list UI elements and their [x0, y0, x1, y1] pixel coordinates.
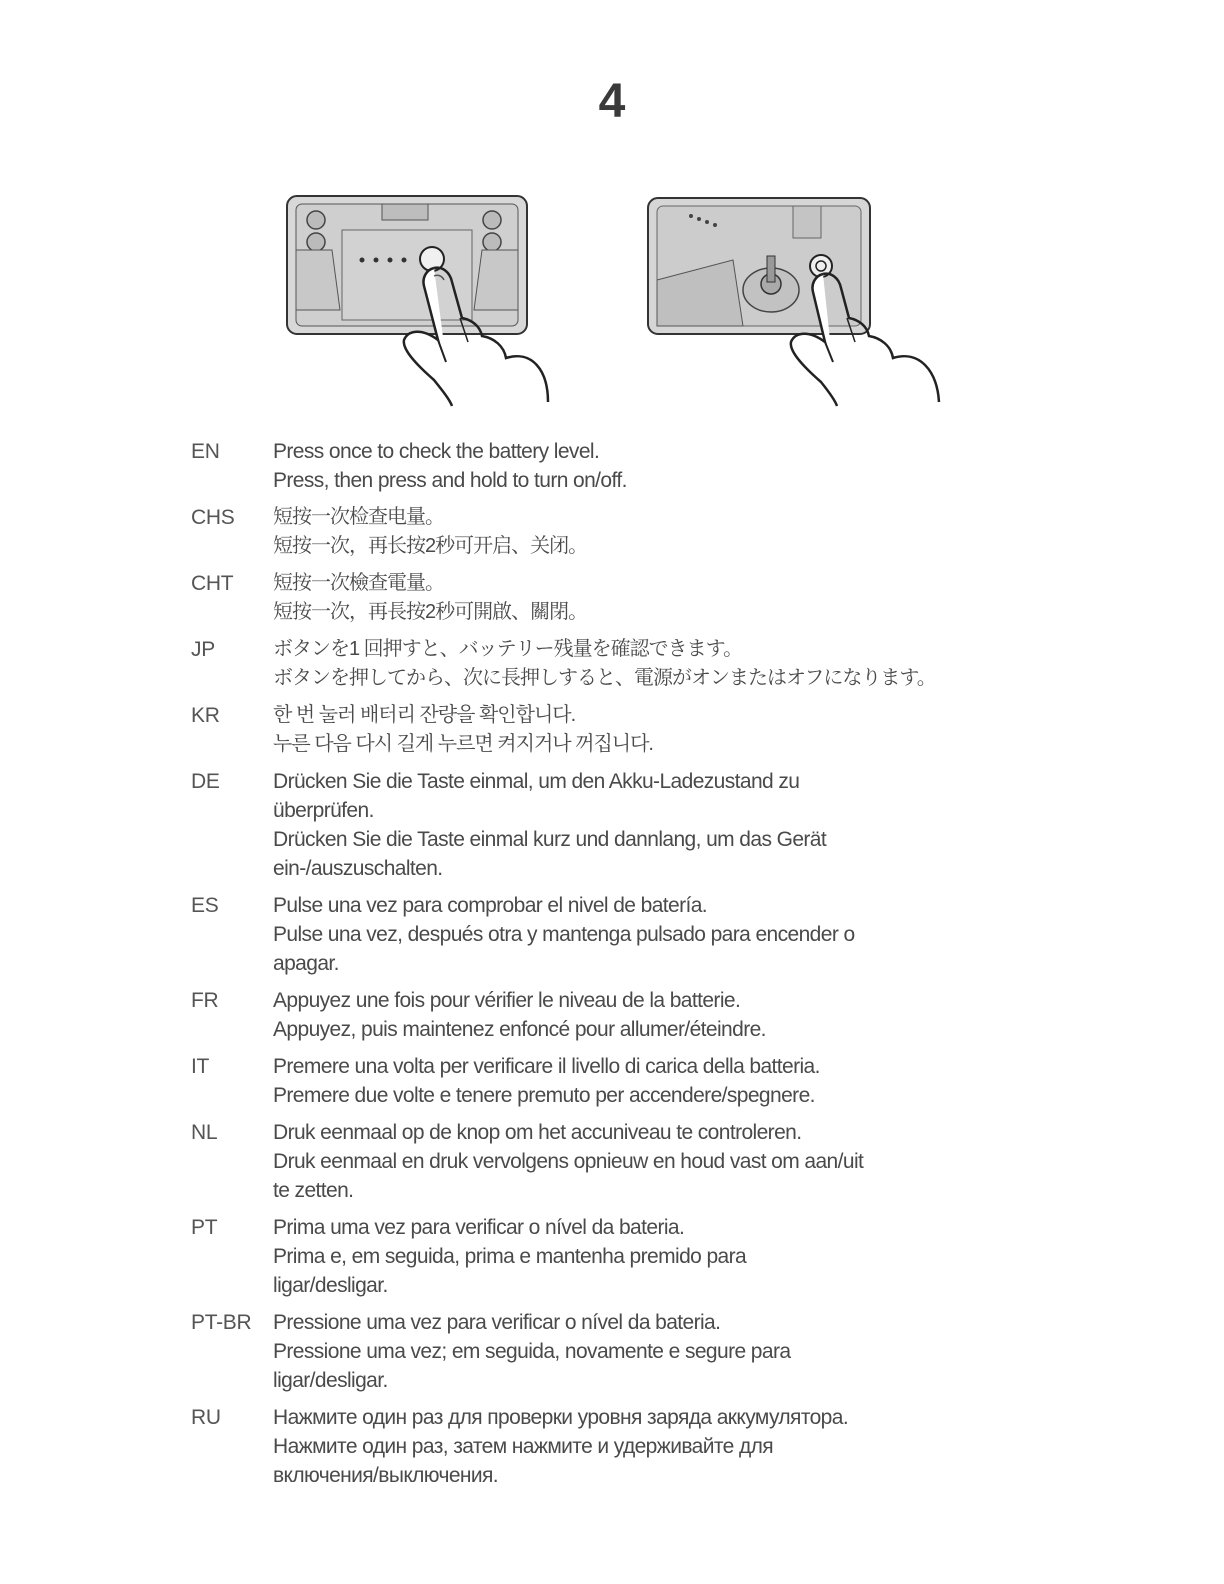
language-code: PT	[191, 1216, 218, 1239]
instruction-line: 한 번 눌러 배터리 잔량을 확인합니다.	[273, 704, 576, 726]
instruction-line: Druk eenmaal en druk vervolgens opnieuw en houd vast om aan/uit	[273, 1150, 864, 1173]
instruction-text	[273, 1213, 991, 1300]
instruction-line: Нажмите один раз для проверки уровня заряда аккумулятора.	[273, 1406, 849, 1429]
language-code: KR	[191, 704, 220, 727]
language-code: IT	[191, 1055, 210, 1078]
instruction-row-pt-br	[191, 1308, 991, 1395]
instruction-line: Druk eenmaal op de knop om het accuniveau te controleren.	[273, 1121, 802, 1144]
instruction-row-chs	[191, 503, 991, 561]
language-code: JP	[191, 638, 215, 661]
instruction-line: Pressione uma vez para verificar o nível da bateria.	[273, 1311, 721, 1334]
remote-controller-illustration	[282, 190, 572, 415]
language-code: RU	[191, 1406, 221, 1429]
instruction-line: ボタンを押してから、次に長押しすると、電源がオンまたはオフになります。	[273, 667, 936, 689]
language-code: PT-BR	[191, 1311, 252, 1334]
instruction-text	[273, 437, 991, 495]
instruction-text	[273, 767, 991, 883]
instruction-row-fr	[191, 986, 991, 1044]
instruction-line: включения/выключения.	[273, 1464, 499, 1487]
instruction-line: apagar.	[273, 952, 339, 975]
instruction-row-nl	[191, 1118, 991, 1205]
instruction-line: Premere una volta per verificare il livello di carica della batteria.	[273, 1055, 820, 1078]
instruction-text	[273, 635, 991, 693]
language-code: EN	[191, 440, 220, 463]
instruction-row-ru	[191, 1403, 991, 1490]
instruction-text	[273, 1118, 991, 1205]
language-code: ES	[191, 894, 219, 917]
instruction-text	[273, 1403, 991, 1490]
instruction-line: Нажмите один раз, затем нажмите и удерживайте для	[273, 1435, 774, 1458]
page-number: 4	[598, 75, 626, 128]
instruction-row-jp	[191, 635, 991, 693]
language-code: CHS	[191, 506, 235, 529]
aircraft-battery-illustration	[643, 190, 953, 415]
language-code: DE	[191, 770, 220, 793]
instruction-line: Press once to check the battery level.	[273, 440, 600, 463]
instruction-line: Premere due volte e tenere premuto per accendere/spegnere.	[273, 1084, 815, 1107]
instruction-text	[273, 569, 991, 627]
instruction-text	[273, 1308, 991, 1395]
instruction-text	[273, 503, 991, 561]
instruction-row-de	[191, 767, 991, 883]
instruction-row-it	[191, 1052, 991, 1110]
instruction-row-pt	[191, 1213, 991, 1300]
instruction-line: Prima e, em seguida, prima e mantenha premido para	[273, 1245, 747, 1268]
instruction-row-es	[191, 891, 991, 978]
instruction-text	[273, 986, 991, 1044]
instruction-row-kr	[191, 701, 991, 759]
remote-controller-power-press-icon	[282, 190, 572, 410]
instruction-line: ボタンを1 回押すと、バッテリー残量を確認できます。	[273, 638, 743, 660]
instruction-line: 短按一次，再长按2秒可开启、关闭。	[273, 535, 588, 557]
instruction-line: te zetten.	[273, 1179, 354, 1202]
battery-power-press-icon	[643, 190, 953, 410]
instruction-row-cht	[191, 569, 991, 627]
instruction-line: Drücken Sie die Taste einmal kurz und dannlang, um das Gerät	[273, 828, 827, 851]
instruction-line: Pulse una vez para comprobar el nivel de batería.	[273, 894, 708, 917]
instruction-text	[273, 891, 991, 978]
instruction-line: 短按一次检查电量。	[273, 506, 444, 528]
instruction-line: überprüfen.	[273, 799, 374, 822]
instruction-line: 短按一次，再長按2秒可開啟、關閉。	[273, 601, 588, 623]
instruction-text	[273, 701, 991, 759]
instruction-line: Pressione uma vez; em seguida, novamente e segure para	[273, 1340, 791, 1363]
instruction-list	[191, 437, 991, 1490]
instruction-line: ligar/desligar.	[273, 1274, 388, 1297]
instruction-line: ligar/desligar.	[273, 1369, 388, 1392]
instruction-line: Press, then press and hold to turn on/off.	[273, 469, 627, 492]
instruction-line: Drücken Sie die Taste einmal, um den Akku-Ladezustand zu	[273, 770, 800, 793]
instruction-line: Pulse una vez, después otra y mantenga pulsado para encender o	[273, 923, 855, 946]
instruction-line: 누른 다음 다시 길게 누르면 켜지거나 꺼집니다.	[273, 733, 653, 755]
language-code: FR	[191, 989, 219, 1012]
instruction-line: Prima uma vez para verificar o nível da bateria.	[273, 1216, 685, 1239]
language-code: CHT	[191, 572, 234, 595]
instruction-line: Appuyez, puis maintenez enfoncé pour allumer/éteindre.	[273, 1018, 766, 1041]
instruction-line: 短按一次檢查電量。	[273, 572, 444, 594]
language-code: NL	[191, 1121, 218, 1144]
instruction-line: Appuyez une fois pour vérifier le niveau de la batterie.	[273, 989, 741, 1012]
instruction-text	[273, 1052, 991, 1110]
instruction-row-en	[191, 437, 991, 495]
instruction-line: ein-/auszuschalten.	[273, 857, 443, 880]
